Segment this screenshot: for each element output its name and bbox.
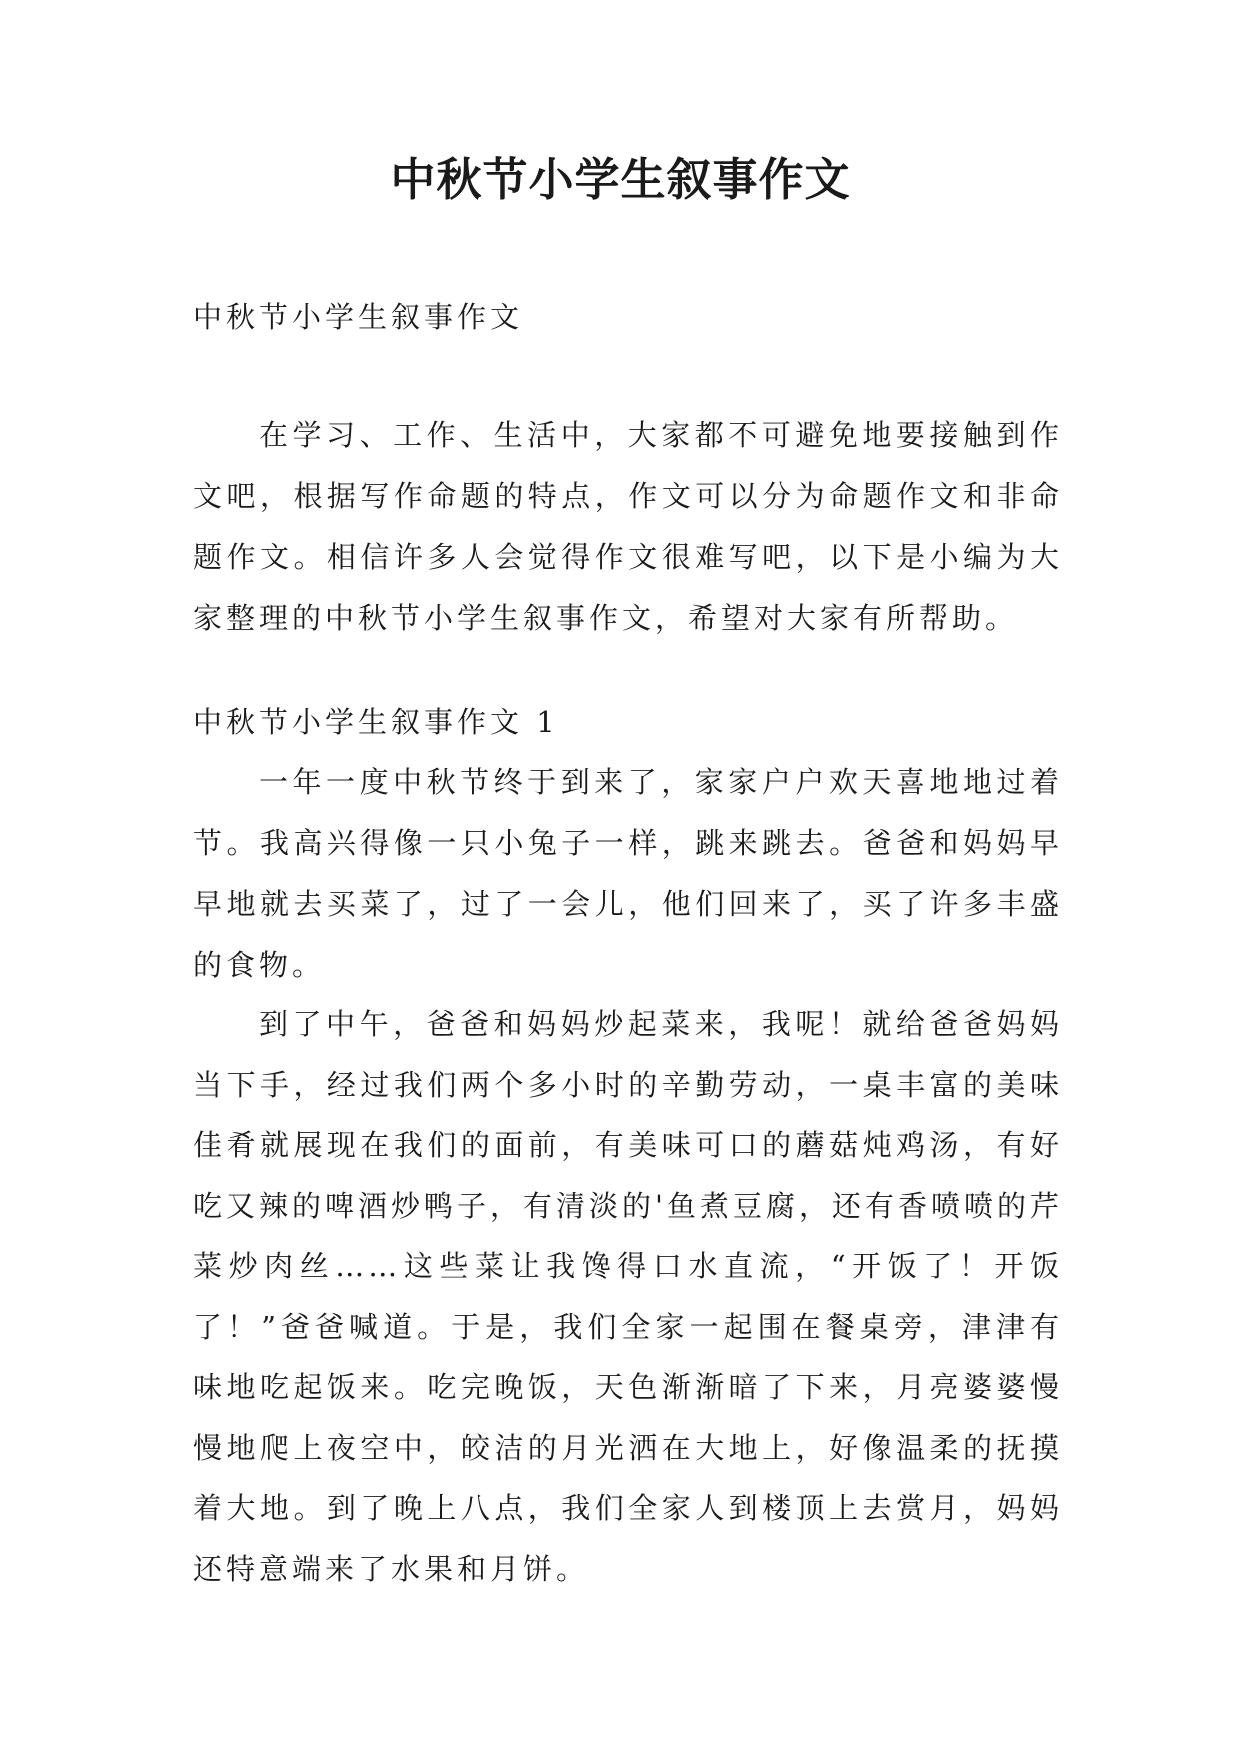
- document-subtitle: 中秋节小学生叙事作文: [193, 300, 524, 334]
- essay-paragraph: 一年一度中秋节终于到来了，家家户户欢天喜地地过着节。我高兴得像一只小兔子一样，跳来跳去。爸爸和妈妈早早地就去买菜了，过了一会儿，他们回来了，买了许多丰盛的食物。: [193, 765, 1063, 982]
- intro-paragraph: 在学习、工作、生活中，大家都不可避免地要接触到作文吧，根据写作命题的特点，作文可以分为命题作文和非命题作文。相信许多人会觉得作文很难写吧，以下是小编为大家整理的中秋节小学生叙事作文，希望对大家有所帮助。: [193, 418, 1063, 635]
- essay-paragraph: 到了中午，爸爸和妈妈炒起菜来，我呢！就给爸爸妈妈当下手，经过我们两个多小时的辛勤劳动，一桌丰富的美味佳肴就展现在我们的面前，有美味可口的蘑菇炖鸡汤，有好吃又辣的啤酒炒鸭子，有清淡的'鱼煮豆腐，还有香喷喷的芹菜炒肉丝……这些菜让我馋得口水直流，“开饭了！开饭了！”爸爸喊道。于是，我们全家一起围在餐桌旁，津津有味地吃起饭来。吃完晚饭，天色渐渐暗了下来，月亮婆婆慢慢地爬上夜空中，皎洁的月光洒在大地上，好像温柔的抚摸着大地。到了晚上八点，我们全家人到楼顶上去赏月，妈妈还特意端来了水果和月饼。: [193, 1007, 1063, 1586]
- document-title: 中秋节小学生叙事作文: [390, 153, 851, 206]
- essay-heading: 中秋节小学生叙事作文 1: [193, 705, 559, 739]
